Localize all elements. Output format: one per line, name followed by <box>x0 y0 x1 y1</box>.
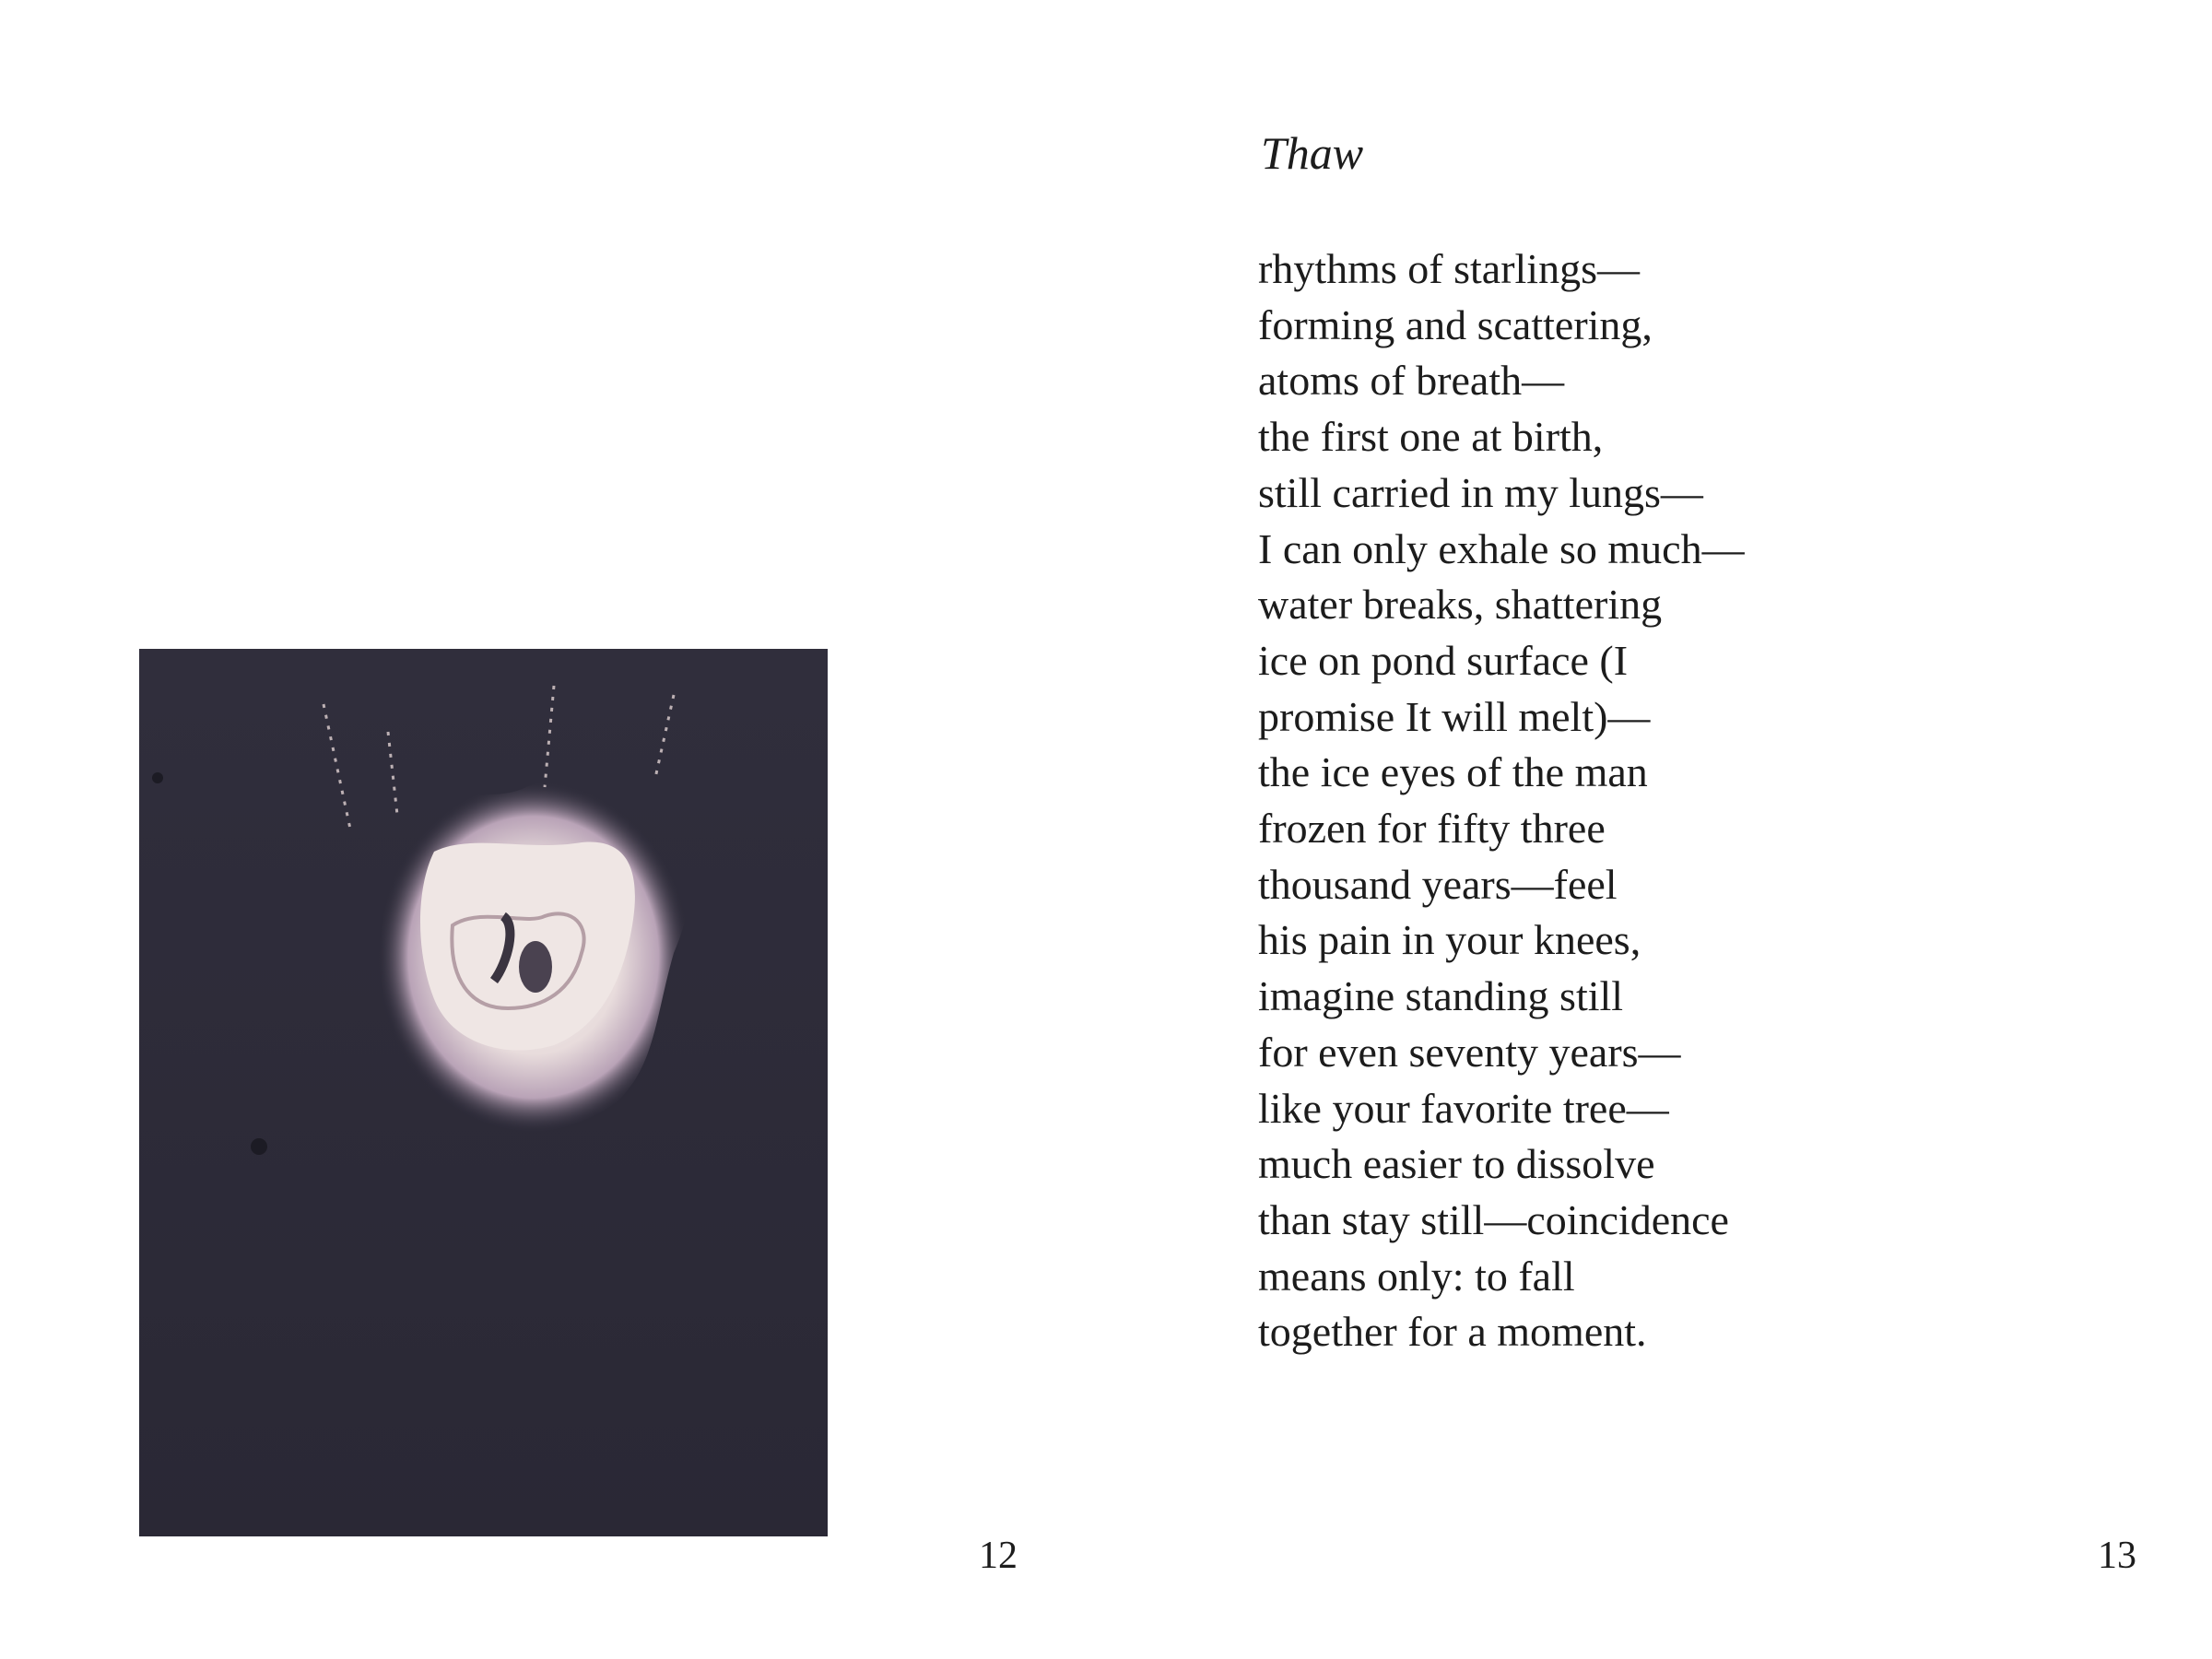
poem-line: for even seventy years— <box>1258 1028 1681 1076</box>
poem-line: thousand years—feel <box>1258 860 1618 908</box>
poem-line: together for a moment. <box>1258 1308 1647 1356</box>
page-number-left: 12 <box>979 1535 1018 1577</box>
poem-line: than stay still—coincidence <box>1258 1195 1729 1243</box>
poem-line: means only: to fall <box>1258 1252 1575 1300</box>
poem-line: atoms of breath— <box>1258 357 1565 405</box>
poem-body <box>1258 241 1745 1360</box>
poem-line: imagine standing still <box>1258 972 1624 1020</box>
poem-line: I can only exhale so much— <box>1258 524 1745 572</box>
page-number-right: 13 <box>2098 1535 2136 1577</box>
poem-line: like your favorite tree— <box>1258 1084 1669 1132</box>
poem-line: water breaks, shattering <box>1258 581 1663 629</box>
poem-line: ice on pond surface (I <box>1258 636 1629 684</box>
poem-line: rhythms of starlings— <box>1258 245 1640 292</box>
poem-line: much easier to dissolve <box>1258 1140 1655 1188</box>
abstract-photogram-image <box>139 649 828 1536</box>
poem-line: forming and scattering, <box>1258 300 1653 348</box>
poem-line: the first one at birth, <box>1258 413 1604 461</box>
poem-line: still carried in my lungs— <box>1258 468 1703 516</box>
poem-line: promise It will melt)— <box>1258 692 1651 740</box>
poem-line: frozen for fifty three <box>1258 805 1606 853</box>
poem-title: Thaw <box>1261 127 1364 179</box>
poem-line: the ice eyes of the man <box>1258 748 1648 796</box>
artwork-image <box>139 649 828 1536</box>
poem-line: his pain in your knees, <box>1258 916 1641 964</box>
